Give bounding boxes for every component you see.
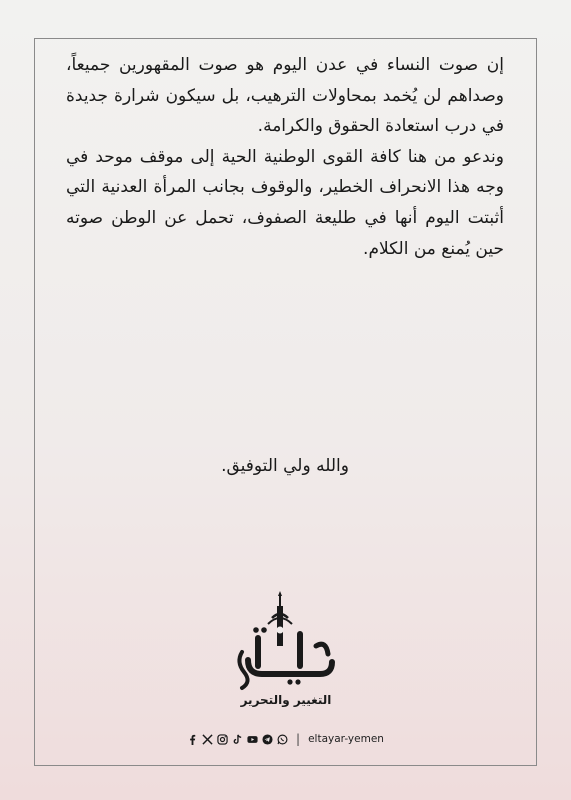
x-icon[interactable] <box>202 734 213 745</box>
paragraph-2: وندعو من هنا كافة القوى الوطنية الحية إلى موقف موحد في وجه هذا الانحراف الخطير، والوقوف بجانب المرأة العدنية التي أثبتت اليوم أنها في طليعة الصفوف، تحمل عن الوطن صوته حين يُمنع من الكلام. <box>66 146 504 259</box>
paragraph-1: إن صوت النساء في عدن اليوم هو صوت المقهورين جميعاً، وصداهم لن يُخمد بمحاولات الترهيب، بل سيكون شرارة جديدة في درب استعادة الحقوق والكرامة. <box>66 55 504 137</box>
logo-subtitle: التغيير والتحرير <box>240 693 332 707</box>
tiktok-icon[interactable] <box>232 734 243 745</box>
closing-line: والله ولي التوفيق. <box>221 456 349 476</box>
whatsapp-icon[interactable] <box>277 734 288 745</box>
statement-body <box>66 50 504 264</box>
facebook-icon[interactable] <box>187 734 198 745</box>
social-icons <box>187 734 288 745</box>
telegram-icon[interactable] <box>262 734 273 745</box>
footer-separator: | <box>296 732 301 746</box>
social-handle[interactable]: eltayar-yemen <box>308 733 384 745</box>
footer <box>0 724 571 754</box>
tayar-logo-graphic <box>228 588 344 714</box>
youtube-icon[interactable] <box>247 734 258 745</box>
instagram-icon[interactable] <box>217 734 228 745</box>
tayar-logo <box>228 588 344 714</box>
